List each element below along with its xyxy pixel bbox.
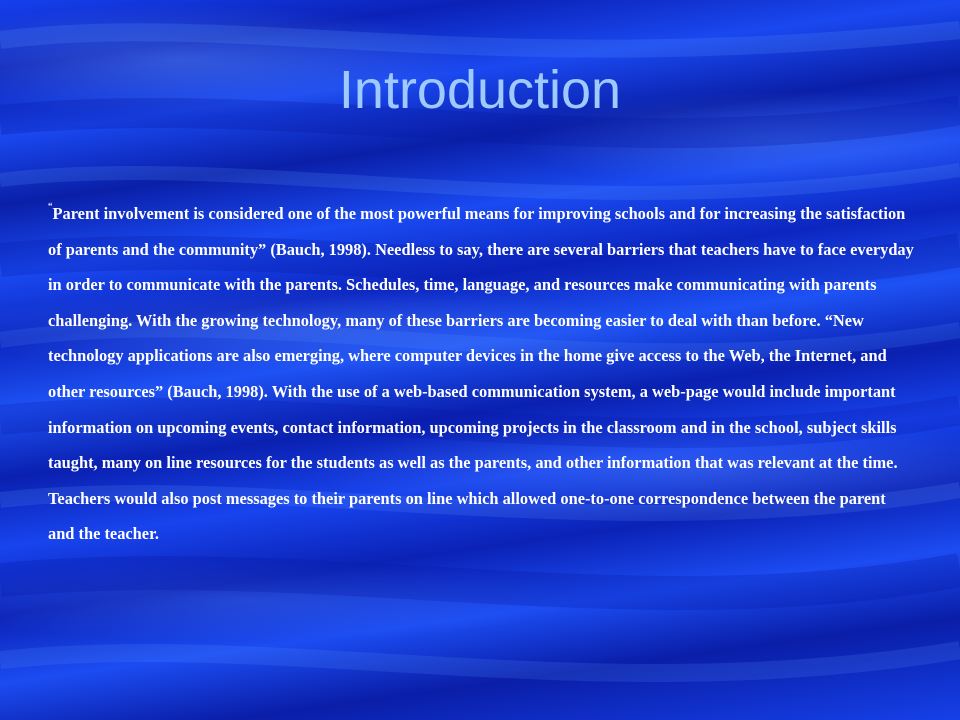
slide-title: Introduction xyxy=(338,60,622,120)
slide-body-paragraph xyxy=(48,196,914,552)
slide-body-text: Parent involvement is considered one of the most powerful means for improving schools and for increasing the satisfaction of parents and the community” (Bauch, 1998). Needless to say, there are several barriers that teachers have to face everyday in order to communicate with the parents. Schedules, time, language, and resources make communicating with parents challenging. With the growing technology, many of these barriers are becoming easier to deal with than before. “New technology applications are also emerging, where computer devices in the home give access to the Web, the Internet, and other resources” (Bauch, 1998). With the use of a web-based communication system, a web-page would include important information on upcoming events, contact information, upcoming projects in the classroom and in the school, subject skills taught, many on line resources for the students as well as the parents, and other information that was relevant at the time. Teachers would also post messages to their parents on line which allowed one-to-one correspondence between the parent and the teacher. xyxy=(48,204,914,544)
opening-quote-mark: “ xyxy=(48,201,53,211)
